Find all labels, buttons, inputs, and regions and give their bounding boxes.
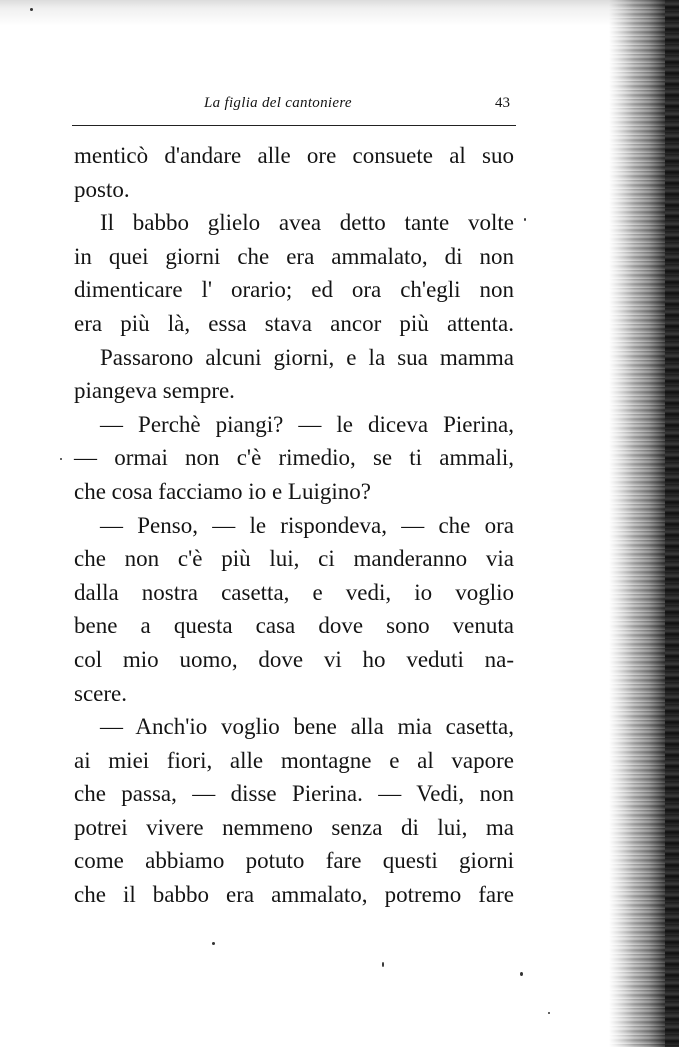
page-top-edge — [0, 0, 679, 26]
page-number: 43 — [495, 95, 510, 111]
scan-speck — [30, 8, 33, 11]
scan-speck — [212, 942, 215, 945]
scan-speck — [382, 962, 384, 967]
running-header — [74, 95, 514, 119]
text-line: bene a questa casa dove sono venuta — [74, 613, 514, 639]
text-line: posto. — [74, 176, 130, 202]
text-line: scere. — [74, 680, 127, 706]
text-line: menticò d'andare alle ore consuete al suo — [74, 143, 514, 168]
text-line: ai miei fiori, alle montagne e al vapore — [74, 747, 514, 773]
text-line: dalla nostra casetta, e vedi, io voglio — [74, 579, 514, 605]
text-line: — ormai non c'è rimedio, se ti ammali, — [74, 445, 514, 471]
text-line: che cosa facciamo io e Luigino? — [74, 478, 371, 504]
text-line: — Anch'io voglio bene alla mia casetta, — [100, 714, 514, 740]
header-rule — [72, 125, 516, 126]
text-line: Il babbo glielo avea detto tante volte — [100, 210, 514, 236]
body-text — [74, 139, 514, 912]
page-binding-edge — [665, 0, 679, 1047]
text-line: che non c'è più lui, ci manderanno via — [74, 546, 514, 572]
text-line: che passa, — disse Pierina. — Vedi, non — [74, 781, 514, 807]
text-line: potrei vivere nemmeno senza di lui, ma — [74, 814, 514, 840]
text-line: che il babbo era ammalato, potremo fare — [74, 882, 514, 908]
text-line: in quei giorni che era ammalato, di non — [74, 243, 514, 269]
text-line: era più là, essa stava ancor più attenta. — [74, 310, 514, 336]
scan-speck — [520, 972, 523, 976]
text-line: — Penso, — le rispondeva, — che ora — [100, 512, 514, 538]
text-line: Passarono alcuni giorni, e la sua mamma — [100, 344, 514, 370]
scan-speck — [548, 1012, 550, 1014]
scan-speck — [524, 218, 526, 221]
text-line: — Perchè piangi? — le diceva Pierina, — [100, 411, 514, 437]
text-line: piangeva sempre. — [74, 378, 235, 404]
scan-speck — [60, 458, 62, 460]
text-line: col mio uomo, dove vi ho veduti na- — [74, 646, 514, 672]
text-line: come abbiamo potuto fare questi giorni — [74, 848, 514, 874]
text-line: dimenticare l' orario; ed ora ch'egli non — [74, 277, 514, 303]
running-title: La figlia del cantoniere — [204, 95, 352, 111]
